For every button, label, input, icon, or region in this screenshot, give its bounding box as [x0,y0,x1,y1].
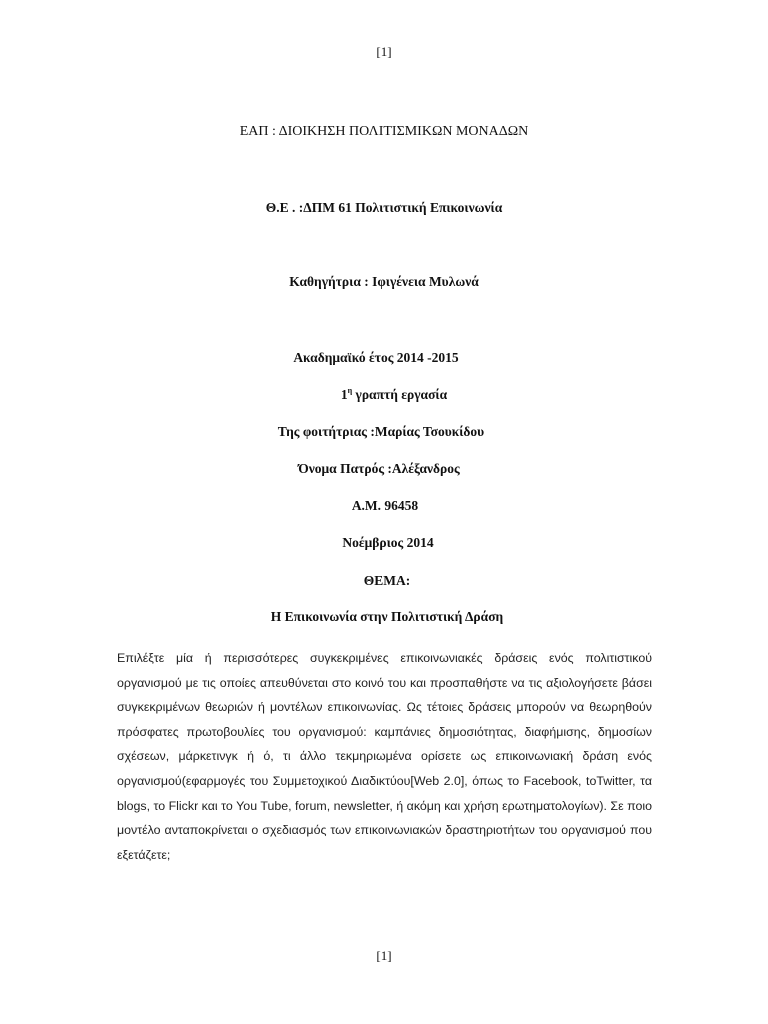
page-header-number: [1] [376,44,392,59]
assignment-line [10,387,768,403]
professor-line: Καθηγήτρια : Ιφιγένεια Μυλωνά [289,274,479,289]
assignment-superscript: η [347,386,353,395]
page-footer-number: [1] [376,948,392,963]
academic-year: Ακαδημαϊκό έτος 2014 -2015 [293,350,459,365]
assignment-label: γραπτή εργασία [352,387,448,402]
body-paragraph: Επιλέξτε μία ή περισσότερες συγκεκριμένες επικοινωνιακές δράσεις ενός πολιτιστικού οργανισμού με τις οποίες απευθύνεται στο κοινό του και προσπαθήστε να τις αξιολογήσετε βάσει συγκεκριμένων θεωριών ή μοντέλων επικοινωνίας. Ως τέτοιες δράσεις μπορούν να θεωρηθούν πρόσφατες πρωτοβουλίες του οργανισμού: καμπάνιες δημοσιότητας, διαφήμισης, δημοσίων σχέσεων, μάρκετινγκ ή ό, τι άλλο τεκμηριωμένα ορίσετε ως επικοινωνιακή δράση ενός οργανισμού(εφαρμογές του Συμμετοχικού Διαδικτύου[Web 2.0], όπως το Facebook, toTwitter, τα blogs, το Flickr και το You Tube, forum, newsletter, ή ακόμη και χρήση ερωτηματολογίων). Σε ποιο μοντέλο ανταποκρίνεται ο σχεδιασμός των επικοινωνιακών δραστηριοτήτων του οργανισμού που εξετάζετε; [117,651,652,862]
date-line: Νοέμβριος 2014 [342,535,434,550]
assignment-number: 1 [340,387,348,402]
topic-title: Η Επικοινωνία στην Πολιτιστική Δράση [270,609,504,624]
assignment-body [117,646,652,867]
course-unit: Θ.Ε . :ΔΠΜ 61 Πολιτιστική Επικοινωνία [265,200,503,215]
student-line: Της φοιτήτριας :Μαρίας Τσουκίδου [277,424,485,439]
institution-title: ΕΑΠ : ΔΙΟΙΚΗΣΗ ΠΟΛΙΤΙΣΜΙΚΩΝ ΜΟΝΑΔΩΝ [239,124,529,139]
registration-number: Α.Μ. 96458 [351,498,419,513]
father-name-line: Όνομα Πατρός :Αλέξανδρος [298,461,460,476]
topic-heading: ΘΕΜΑ: [363,573,411,588]
